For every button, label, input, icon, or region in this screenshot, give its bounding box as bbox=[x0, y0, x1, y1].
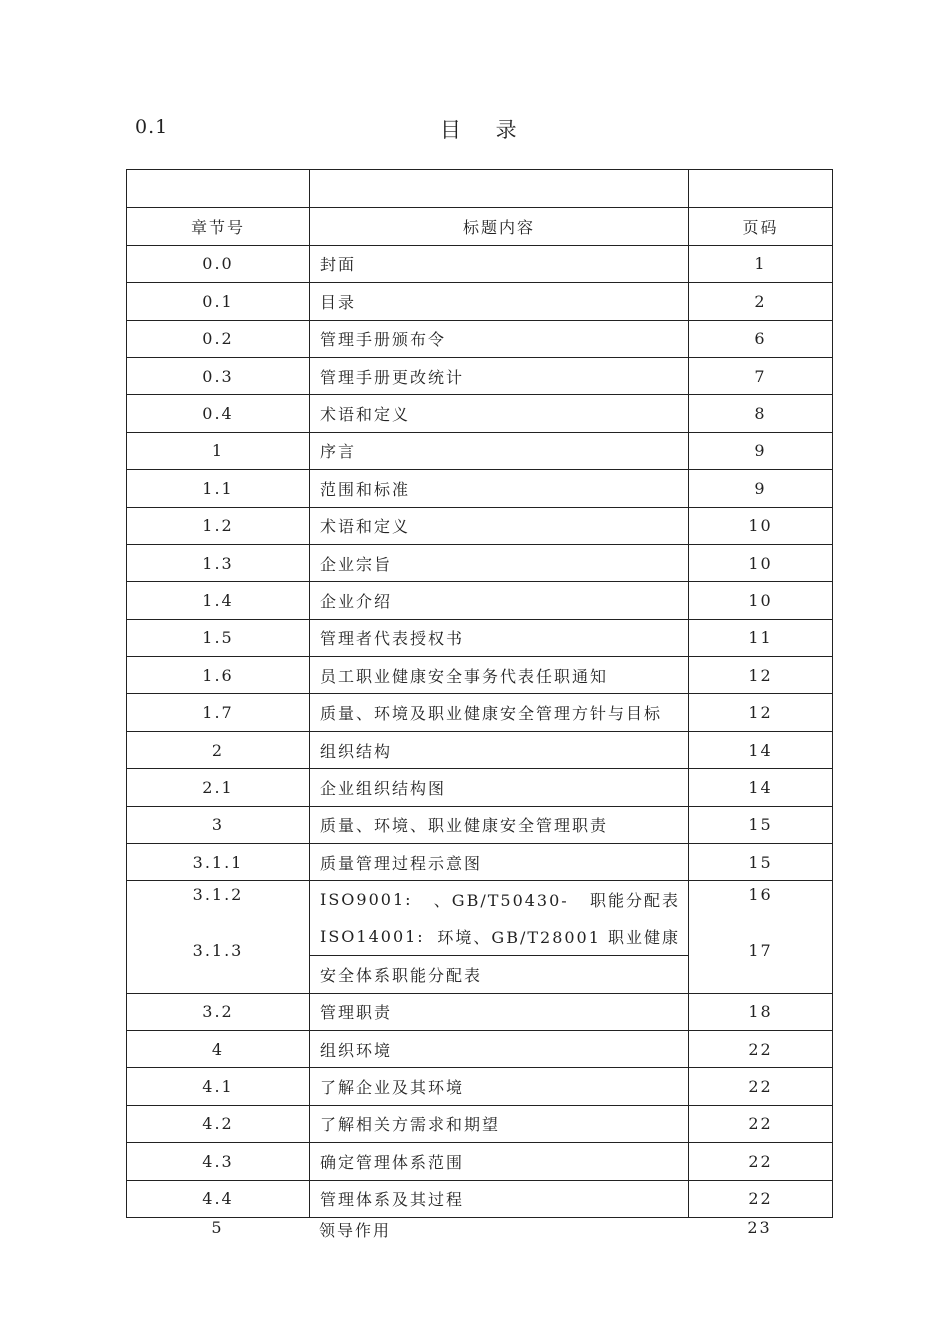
section-title: 质量、环境及职业健康安全管理方针与目标 bbox=[310, 694, 689, 730]
title-fragment: 环境、GB/T28001 职业健康 bbox=[437, 928, 680, 948]
chapter-number: 0.3 bbox=[127, 358, 310, 394]
title-fragment: ISO9001: bbox=[320, 890, 413, 910]
section-title: 企业宗旨 bbox=[310, 545, 689, 581]
page-number: 2 bbox=[754, 291, 767, 311]
table-row bbox=[127, 1142, 832, 1179]
chapter-number: 0.1 bbox=[127, 283, 310, 319]
section-title: 目录 bbox=[310, 283, 689, 319]
chapter-number: 3.1.3 bbox=[192, 941, 244, 961]
page-number: 9 bbox=[754, 441, 767, 461]
empty-row bbox=[127, 170, 832, 207]
table-row bbox=[127, 544, 832, 581]
chapter-number: 4 bbox=[127, 1031, 310, 1067]
table-row bbox=[127, 320, 832, 357]
page-number: 12 bbox=[748, 703, 773, 723]
chapter-number: 4.3 bbox=[127, 1143, 310, 1179]
chapter-number: 2.1 bbox=[127, 769, 310, 805]
chapter-number: 1.2 bbox=[127, 508, 310, 544]
chapter-number: 3.2 bbox=[127, 994, 310, 1030]
table-row bbox=[127, 469, 832, 506]
table-row bbox=[127, 1180, 832, 1217]
section-title: 质量、环境、职业健康安全管理职责 bbox=[310, 807, 689, 843]
chapter-number: 1.6 bbox=[127, 657, 310, 693]
chapter-number: 1.3 bbox=[127, 545, 310, 581]
section-title: 企业组织结构图 bbox=[310, 769, 689, 805]
page-number: 7 bbox=[754, 366, 767, 386]
section-title: 术语和定义 bbox=[310, 395, 689, 431]
chapter-number: 4.1 bbox=[127, 1068, 310, 1104]
page-number: 1 bbox=[754, 254, 767, 274]
column-header-title: 标题内容 bbox=[310, 208, 689, 244]
chapter-number: 1.4 bbox=[127, 582, 310, 618]
chapter-number: 1.1 bbox=[127, 470, 310, 506]
section-title: 员工职业健康安全事务代表任职通知 bbox=[310, 657, 689, 693]
page-number: 15 bbox=[748, 852, 773, 872]
chapter-number: 1.5 bbox=[127, 620, 310, 656]
table-row bbox=[127, 768, 832, 805]
chapter-number: 1.7 bbox=[127, 694, 310, 730]
page-number: 10 bbox=[748, 553, 773, 573]
table-row-merged bbox=[127, 880, 832, 992]
section-title: 组织环境 bbox=[310, 1031, 689, 1067]
table-header bbox=[127, 207, 832, 244]
page-number: 9 bbox=[754, 478, 767, 498]
table-row bbox=[127, 1067, 832, 1104]
page-title: 目 录 bbox=[440, 118, 531, 142]
title-fragment: ISO14001: bbox=[320, 927, 425, 947]
table-row bbox=[127, 432, 832, 469]
section-title: 封面 bbox=[310, 246, 689, 282]
table-row bbox=[127, 693, 832, 730]
page-number: 10 bbox=[748, 590, 773, 610]
section-title: 范围和标准 bbox=[310, 470, 689, 506]
page-number: 22 bbox=[748, 1114, 773, 1134]
page-number: 16 bbox=[748, 885, 773, 905]
section-number: 0.1 bbox=[135, 116, 169, 138]
section-title: 管理职责 bbox=[310, 994, 689, 1030]
column-header-page: 页码 bbox=[742, 218, 779, 238]
page-number: 12 bbox=[748, 665, 773, 685]
chapter-number: 3.1.1 bbox=[127, 844, 310, 880]
section-title: 术语和定义 bbox=[310, 508, 689, 544]
table-row bbox=[127, 1105, 832, 1142]
page-number: 6 bbox=[754, 329, 767, 349]
table-row bbox=[127, 1030, 832, 1067]
chapter-number: 2 bbox=[127, 732, 310, 768]
trailing-row bbox=[126, 1218, 831, 1246]
page-number: 22 bbox=[748, 1039, 773, 1059]
toc-table bbox=[126, 169, 833, 1218]
title-fragment: 职能分配表 bbox=[589, 891, 680, 911]
chapter-number: 0.4 bbox=[127, 395, 310, 431]
section-title: 管理手册更改统计 bbox=[310, 358, 689, 394]
page-number: 22 bbox=[748, 1077, 773, 1097]
chapter-number: 5 bbox=[211, 1218, 224, 1237]
chapter-number: 0.2 bbox=[127, 321, 310, 357]
section-title: 领导作用 bbox=[319, 1221, 392, 1240]
table-row bbox=[127, 282, 832, 319]
section-title: 质量管理过程示意图 bbox=[310, 844, 689, 880]
page-number: 11 bbox=[748, 628, 773, 648]
table-row bbox=[127, 843, 832, 880]
section-title: 了解企业及其环境 bbox=[310, 1068, 689, 1104]
table-row bbox=[127, 731, 832, 768]
table-row bbox=[127, 394, 832, 431]
chapter-number: 4.4 bbox=[127, 1181, 310, 1217]
section-title: 管理者代表授权书 bbox=[310, 620, 689, 656]
column-header-chapter: 章节号 bbox=[127, 208, 310, 244]
page-number: 10 bbox=[748, 516, 773, 536]
page-number: 8 bbox=[754, 404, 767, 424]
page-number: 15 bbox=[748, 815, 773, 835]
chapter-number: 4.2 bbox=[127, 1106, 310, 1142]
table-row bbox=[127, 806, 832, 843]
section-title: 组织结构 bbox=[310, 732, 689, 768]
page-number: 22 bbox=[748, 1189, 773, 1209]
table-row bbox=[127, 357, 832, 394]
title-fragment: 、GB/T50430- bbox=[433, 891, 569, 911]
chapter-number: 3 bbox=[127, 807, 310, 843]
section-title: 管理手册颁布令 bbox=[310, 321, 689, 357]
chapter-number: 1 bbox=[127, 433, 310, 469]
table-row bbox=[127, 507, 832, 544]
table-row bbox=[127, 581, 832, 618]
section-title: 企业介绍 bbox=[310, 582, 689, 618]
page-number: 17 bbox=[748, 941, 773, 961]
page-number: 23 bbox=[747, 1218, 772, 1237]
page-number: 18 bbox=[748, 1002, 773, 1022]
page-number: 22 bbox=[748, 1151, 773, 1171]
chapter-number: 0.0 bbox=[127, 246, 310, 282]
table-row bbox=[127, 656, 832, 693]
table-row bbox=[127, 245, 832, 282]
table-row bbox=[127, 993, 832, 1030]
section-title: 管理体系及其过程 bbox=[310, 1181, 689, 1217]
section-title: 确定管理体系范围 bbox=[310, 1143, 689, 1179]
page-number: 14 bbox=[748, 740, 773, 760]
title-fragment: 安全体系职能分配表 bbox=[320, 965, 483, 985]
section-title: 了解相关方需求和期望 bbox=[310, 1106, 689, 1142]
table-row bbox=[127, 619, 832, 656]
chapter-number: 3.1.2 bbox=[192, 885, 244, 905]
section-title: 序言 bbox=[310, 433, 689, 469]
page-number: 14 bbox=[748, 777, 773, 797]
